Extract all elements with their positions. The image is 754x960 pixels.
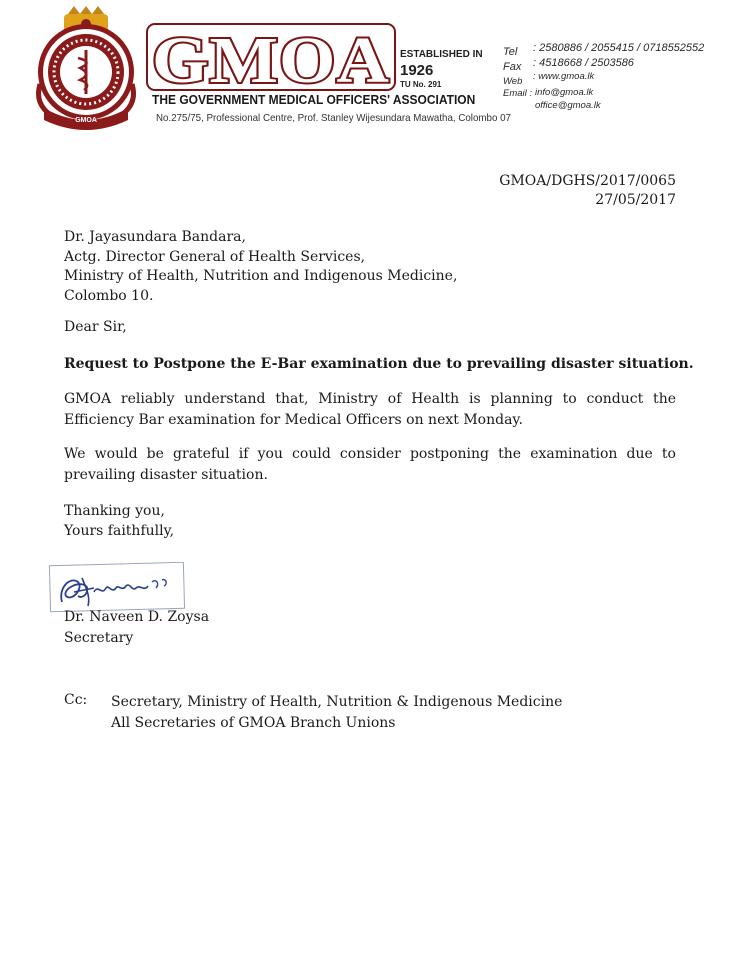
addressee-line: Ministry of Health, Nutrition and Indigenous Medicine, bbox=[64, 268, 458, 284]
subject-line: Request to Postpone the E-Bar examination due to prevailing disaster situation. bbox=[64, 356, 694, 372]
addressee-line: Actg. Director General of Health Services, bbox=[64, 248, 366, 265]
signer-title: Secretary bbox=[64, 630, 134, 646]
addressee-line: Dr. Jayasundara Bandara, bbox=[64, 229, 246, 245]
contact-value: : 4518668 / 2503586 bbox=[533, 57, 634, 69]
contact-value: : 2580886 / 2055415 / 0718552552 bbox=[533, 42, 705, 54]
cc-label: Cc: bbox=[64, 692, 88, 708]
svg-text:GMOA: GMOA bbox=[75, 117, 97, 124]
contact-value: : www.gmoa.lk bbox=[533, 71, 595, 82]
gmoa-logo bbox=[145, 22, 397, 92]
salutation: Dear Sir, bbox=[64, 319, 127, 335]
closing-line: Yours faithfully, bbox=[64, 523, 175, 539]
letter-date: 27/05/2017 bbox=[595, 192, 676, 208]
contact-label: Fax bbox=[503, 61, 522, 73]
closing-line: Thanking you, bbox=[64, 503, 165, 519]
addressee-line: Colombo 10. bbox=[64, 287, 154, 304]
letterhead bbox=[0, 0, 754, 140]
cc-recipient: All Secretaries of GMOA Branch Unions bbox=[111, 715, 396, 731]
body-paragraph: GMOA reliably understand that, Ministry of Health is planning to conduct the Efficiency Bar examination for Medical Officers on next Monday. bbox=[64, 391, 676, 428]
contact-email bbox=[503, 83, 594, 101]
contact-label: Email : bbox=[503, 88, 533, 99]
contact-value: office@gmoa.lk bbox=[535, 100, 601, 111]
signer-block bbox=[64, 607, 209, 649]
cc-recipient: Secretary, Ministry of Health, Nutrition & Indigenous Medicine bbox=[111, 694, 563, 710]
closing-block bbox=[64, 501, 174, 541]
contact-label: Tel bbox=[503, 46, 518, 58]
contact-value: info@gmoa.lk bbox=[535, 87, 594, 98]
body-paragraph: We would be grateful if you could consider postponing the examination due to prevailing disaster situation. bbox=[64, 446, 676, 483]
svg-text:GMOA: GMOA bbox=[152, 24, 390, 92]
gmoa-emblem-icon bbox=[30, 4, 142, 132]
reference-block bbox=[499, 172, 676, 210]
reference-number: GMOA/DGHS/2017/0065 bbox=[499, 173, 676, 189]
contact-label: Web bbox=[503, 76, 523, 87]
cc-recipients bbox=[111, 692, 562, 734]
trade-union-number: TU No. 291 bbox=[400, 80, 442, 89]
addressee-block bbox=[64, 228, 457, 306]
organization-name: THE GOVERNMENT MEDICAL OFFICERS' ASSOCIATION bbox=[152, 93, 476, 107]
signer-name: Dr. Naveen D. Zoysa bbox=[64, 609, 210, 625]
established-year: 1926 bbox=[400, 62, 434, 79]
established-label: ESTABLISHED IN bbox=[400, 49, 483, 60]
organization-address: No.275/75, Professional Centre, Prof. Stanley Wijesundara Mawatha, Colombo 07 bbox=[156, 112, 511, 124]
